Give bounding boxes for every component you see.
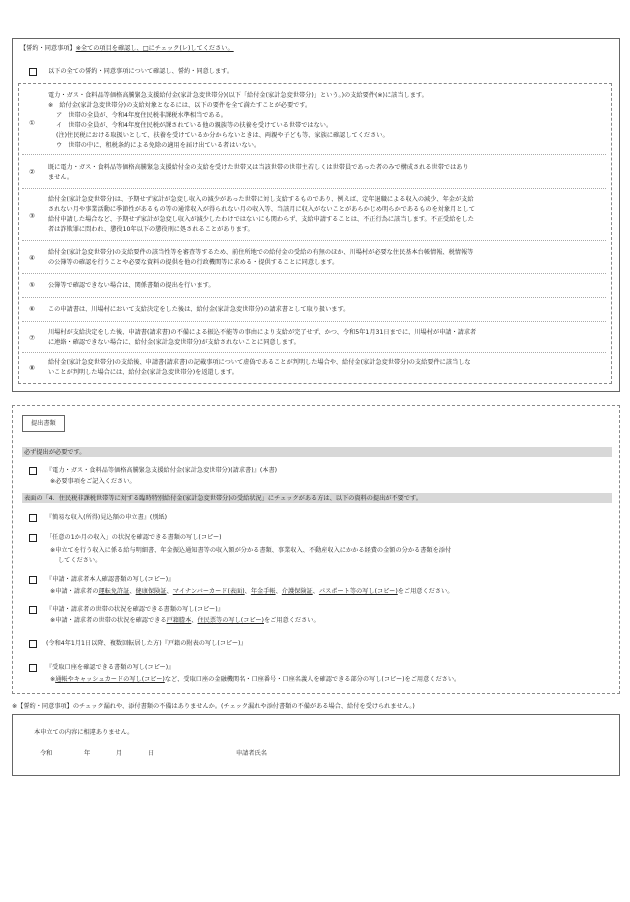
item3-line4: 者は詐欺罪に問われ、懲役10年以下の懲役刑に処されることがあります。 <box>48 226 254 233</box>
doc2-checkbox[interactable] <box>29 514 37 522</box>
docs-title: 提出書類 <box>22 415 65 432</box>
doc6-label: (令和4年1月1日以降、複数回転居した方)『戸籍の附表の写し(コピー)』 <box>46 640 247 647</box>
item6-text: この申請書は、川場村において支給決定をした後は、給付金(家計急変世帯分)の請求書として取り扱います。 <box>48 306 350 313</box>
item2-line2: ません。 <box>48 174 74 181</box>
doc3-label: 「任意の1か月の収入」の状況を確認できる書類の写し(コピー) <box>46 534 222 541</box>
doc6-checkbox[interactable] <box>29 640 37 648</box>
required-bar <box>22 447 612 457</box>
declaration-statement: 本申立ての内容に相違ありません。 <box>34 729 134 736</box>
item5-text: 公簿等で確認できない場合は、関係書類の提出を行います。 <box>48 282 215 289</box>
condition-label: 表面の「4．住民税非課税世帯等に対する臨時特別給付金(家計急変世帯分)の受給状況」にチェックがある方は、以下の資料の提出が不要です。 <box>24 495 422 502</box>
applicant-name-label: 申請者氏名 <box>236 750 267 757</box>
consent-header-text: ※全ての項目を確認し、□にチェック(レ)してください。 <box>75 45 234 52</box>
doc4-checkbox[interactable] <box>29 576 37 584</box>
item1-a: ア 世帯の全員が、令和4年度住民税非課税水準相当である。 <box>56 112 227 119</box>
item-number-8: ⑧ <box>29 364 35 372</box>
item3-line1: 給付金(家計急変世帯分)は、予期せず家計が急変し収入の減少があった世帯に対し支給するものであり、例えば、定年退職による収入の減少、年金が支給 <box>48 196 474 203</box>
doc3-checkbox[interactable] <box>29 534 37 542</box>
doc5-note: ※申請・請求者の世帯の状況を確認できる戸籍謄本、住民票等の写し(コピー)をご用意ください。 <box>50 617 320 624</box>
footer-warning: ※【誓約・同意事項】のチェック漏れや、添付書類の不備はありませんか。(チェック漏れや添付書類の不備がある場合、給付を受けられません。) <box>12 703 415 710</box>
consent-header <box>20 44 234 53</box>
item1-b: イ 世帯の全員が、令和4年度住民税が課されている他の親族等の扶養を受けている世帯ではない。 <box>56 122 333 129</box>
doc7-label: 『受取口座を確認できる書類の写し(コピー)』 <box>46 664 175 671</box>
date-month: 月 <box>116 750 123 757</box>
item-number-1: ① <box>29 119 35 127</box>
doc5-checkbox[interactable] <box>29 606 37 614</box>
item8-line2: いことが判明した場合には、給付金(家計急変世帯分)を返還します。 <box>48 369 238 376</box>
doc4-note: ※申請・請求者の運転免許証、健康保険証、マイナンバーカード(表面)、年金手帳、介護保険証、パスポート等の写し(コピー)をご用意ください。 <box>50 588 454 595</box>
date-day: 日 <box>148 750 155 757</box>
doc5-label: 『申請・請求者の世帯の状況を確認できる書類の写し(コピー)』 <box>46 606 224 613</box>
declaration-box <box>12 714 620 776</box>
agree-all-checkbox[interactable] <box>29 68 37 76</box>
agree-all-label: 以下の全ての誓約・同意事項について確認し、誓約・同意します。 <box>48 68 234 75</box>
item4-line1: 給付金(家計急変世帯分)の支給要件の該当性等を審査等するため、前住所地での給付金の受給の有無のほか、川場村が必要な住民基本台帳情報、税情報等 <box>48 249 474 256</box>
doc7-checkbox[interactable] <box>29 664 37 672</box>
doc1-note: ※必要事項をご記入ください。 <box>50 478 136 485</box>
item3-line2: されない月や事業活動に季節性があるもの等の通常収入が得られない月の収入等、当該月に収入がないことがあらかじめ明らかであるものを対象月として <box>48 206 475 213</box>
item1-c: ウ 世帯の中に、租税条約による免除の適用を届け出ている者はいない。 <box>56 142 261 149</box>
doc1-checkbox[interactable] <box>29 467 37 475</box>
item-number-5: ⑤ <box>29 281 35 289</box>
required-label: 必ず提出が必要です。 <box>24 449 86 456</box>
item-number-3: ③ <box>29 212 35 220</box>
item4-line2: の公簿等の確認を行うことや必要な資料の提供を他の行政機関等に求める・提供することに同意します。 <box>48 259 339 266</box>
item3-line3: 給付申請した場合など、予期せず家計が急変し収入が減少したわけではないにも関わらず、支給申請することは、不正行為に該当します。不正受給をした <box>48 216 474 223</box>
item7-line1: 川場村が支給決定をした後、申請書(請求書)の不備による振込不能等の事由により支給が完了せず、かつ、令和5年1月31日までに、川場村が申請・請求者 <box>48 329 477 336</box>
date-reiwa: 令和 <box>40 750 53 757</box>
item2-line1: 既に電力・ガス・食料品等価格高騰緊急支援給付金の支給を受けた世帯又は当該世帯の世帯主若しくは世帯員であった者のみで構成される世帯ではあり <box>48 164 469 171</box>
item1-line2: ※ 給付金(家計急変世帯分)の支給対象となるには、以下の要件を全て満たすことが必要です。 <box>48 102 312 109</box>
doc2-label: 『簡易な収入(所得)見込額の申立書』(別紙) <box>46 514 168 521</box>
doc3-note1: ※申立てを行う収入に係る給与明細書、年金振込通知書等の収入額が分かる書類、事業収入、不動産収入にかかる経費の金額の分かる書類を添付 <box>50 547 452 554</box>
doc3-note2: してください。 <box>58 557 102 564</box>
item-number-2: ② <box>29 168 35 176</box>
item7-line2: に連絡・確認できない場合に、給付金(家計急変世帯分)が支給されないことに同意します。 <box>48 339 300 346</box>
item8-line1: 給付金(家計急変世帯分)の支給後、申請書(請求書)の記載事項について虚偽であることが判明した場合や、給付金(家計急変世帯分)の支給要件に該当しな <box>48 359 471 366</box>
item-number-7: ⑦ <box>29 334 35 342</box>
doc1-label: 『電力・ガス・食料品等価格高騰緊急支援給付金(家計急変世帯分)(請求書)』(本書) <box>46 467 278 474</box>
item1-note: (注)住民税における取扱いとして、扶養を受けているか分からないときは、両親や子ども等、家族に確認してください。 <box>56 132 389 139</box>
item-number-4: ④ <box>29 254 35 262</box>
item-number-6: ⑥ <box>29 305 35 313</box>
doc4-label: 『申請・請求者本人確認書類の写し(コピー)』 <box>46 576 175 583</box>
date-year: 年 <box>84 750 91 757</box>
item1-line1: 電力・ガス・食料品等価格高騰緊急支援給付金(家計急変世帯分)(以下「給付金(家計急変世帯分)」という。)の支給要件(※)に該当します。 <box>48 92 428 99</box>
consent-header-label: 【誓約・同意事項】 <box>20 45 76 52</box>
doc7-note: ※通帳やキャッシュカードの写し(コピー)など、受取口座の金融機関名・口座番号・口座名義人を確認できる部分の写し(コピー)をご用意ください。 <box>50 676 461 683</box>
